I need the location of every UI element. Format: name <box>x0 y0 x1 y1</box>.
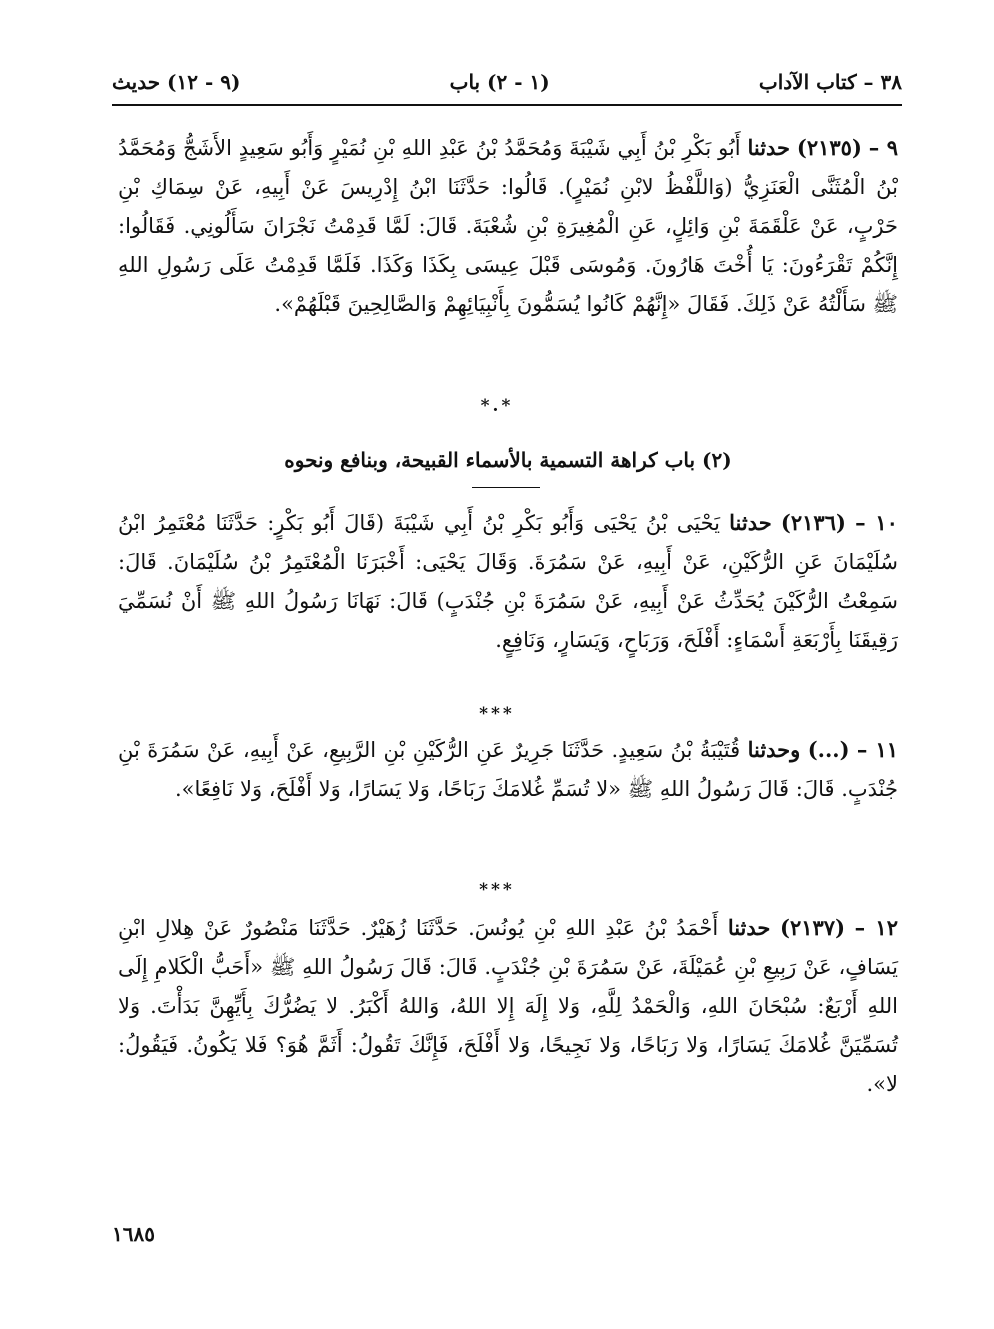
hadathana-word: حدثنا <box>729 510 772 535</box>
hadith-number: ١٠ – <box>855 510 898 535</box>
section-separator: *** <box>479 880 515 900</box>
chapter-heading: (٢) باب كراهة التسمية بالأسماء القبيحة، وبنافع ونحوه <box>284 448 732 472</box>
page-number: ١٦٨٥ <box>112 1222 155 1246</box>
header-book-title: ٣٨ – كتاب الآداب <box>758 70 902 94</box>
header-hadith-range: (٩ - ١٢) حديث <box>112 70 241 94</box>
hadith-number: ٩ – <box>868 135 898 160</box>
hadith-12 <box>118 908 898 1104</box>
hadith-paragraph <box>118 128 898 324</box>
hadith-text: أَبُو بَكْرِ بْنُ أَبِي شَيْبَةَ وَمُحَمَّدُ بْنُ عَبْدِ اللهِ بْنِ نُمَيْرٍ وَأَبُو سَعِيدٍ الأَشَجُّ وَمُحَمَّدُ بْنُ الْمُثَنَّى الْعَنَزِيُّ (وَاللَّفْظُ لابْنِ نُمَيْرٍ). قَالُوا: حَدَّثَنَا ابْنُ إِدْرِيسَ عَنْ أَبِيهِ، عَنْ سِمَاكِ بْنِ حَرْبٍ، عَنْ عَلْقَمَةَ بْنِ وَائِلٍ، عَنِ الْمُغِيرَةِ بْنِ شُعْبَةَ. قَالَ: لَمَّا قَدِمْتُ نَجْرَانَ سَأَلُونِي. فَقَالُوا: إِنَّكُمْ تَقْرَءُونَ: يَا أُخْتَ هَارُونَ. وَمُوسَى قَبْلَ عِيسَى بِكَذَا وَكَذَا. فَلَمَّا قَدِمْتُ عَلَى رَسُولِ اللهِ ﷺ سَأَلْتُهُ عَنْ ذَلِكَ. فَقَالَ «إِنَّهُمْ كَانُوا يُسَمُّونَ بِأَنْبِيَائِهِمْ وَالصَّالِحِينَ قَبْلَهُمْ». <box>118 136 898 316</box>
hadathana-word: وحدثنا <box>747 737 801 762</box>
hadith-reference: (٢١٣٥) <box>796 135 862 160</box>
hadith-text: يَحْيَى بْنُ يَحْيَى وَأَبُو بَكْرِ بْنُ أَبِي شَيْبَةَ (قَالَ أَبُو بَكْرٍ: حَدَّثَنَا مُعْتَمِرُ ابْنُ سُلَيْمَانَ عَنِ الرُّكَيْنِ، عَنْ أَبِيهِ، عَنْ سَمُرَةَ. وَقَالَ يَحْيَى: أَخْبَرَنَا الْمُعْتَمِرُ بْنُ سُلَيْمَانَ. قَالَ: سَمِعْتُ الرُّكَيْنَ يُحَدِّثُ عَنْ أَبِيهِ، عَنْ سَمُرَةَ بْنِ جُنْدَبٍ) قَالَ: نَهَانَا رَسُولُ اللهِ ﷺ أَنْ نُسَمِّيَ رَقِيقَنَا بِأَرْبَعَةِ أَسْمَاءٍ: أَفْلَحَ، وَرَبَاحٍ، وَيَسَارٍ، وَنَافِعٍ. <box>118 511 898 652</box>
hadith-text: قُتَيْبَةُ بْنُ سَعِيدٍ. حَدَّثَنَا جَرِيرٌ عَنِ الرُّكَيْنِ بْنِ الرَّبِيعِ، عَنْ أَبِيهِ، عَنْ سَمُرَةَ بْنِ جُنْدَبٍ. قَالَ: قَالَ رَسُولُ اللهِ ﷺ «لا تُسَمِّ غُلامَكَ رَبَاحًا، وَلا يَسَارًا، وَلا أَفْلَحَ، وَلا نَافِعًا». <box>118 738 898 801</box>
hadith-number: ١١ – <box>856 737 898 762</box>
section-separator: *** <box>479 704 515 724</box>
hadith-paragraph <box>118 908 898 1104</box>
header-divider <box>112 104 902 106</box>
section-separator: *.* <box>480 396 514 416</box>
hadathana-word: حدثنا <box>747 135 791 160</box>
hadith-text: أَحْمَدُ بْنُ عَبْدِ اللهِ بْنِ يُونُسَ. حَدَّثَنَا زُهَيْرٌ. حَدَّثَنَا مَنْصُورٌ عَنْ هِلالِ ابْنِ يَسَافٍ، عَنْ رَبِيعِ بْنِ عُمَيْلَةَ، عَنْ سَمُرَةَ بْنِ جُنْدَبٍ. قَالَ: قَالَ رَسُولُ اللهِ ﷺ «أَحَبُّ الْكَلامِ إِلَى اللهِ أَرْبَعٌ: سُبْحَانَ اللهِ، وَالْحَمْدُ لِلَّهِ، وَلا إِلَهَ إِلا اللهُ، وَاللهُ أَكْبَرُ. لا يَضُرُّكَ بِأَيِّهِنَّ بَدَأْتَ. وَلا تُسَمِّيَنَّ غُلامَكَ يَسَارًا، وَلا رَبَاحًا، وَلا نَجِيحًا، وَلا أَفْلَحَ، فَإِنَّكَ تَقُولُ: أَثَمَّ هُوَ؟ فَلا يَكُونُ. فَيَقُولُ: لا». <box>118 916 898 1096</box>
hadith-reference: (...) <box>807 737 850 762</box>
header-chapter-range: (١ - ٢) باب <box>449 70 550 94</box>
hadith-9 <box>118 128 898 324</box>
hadith-paragraph <box>118 730 898 809</box>
hadith-reference: (٢١٣٦) <box>780 510 846 535</box>
chapter-underline <box>472 487 540 488</box>
hadith-number: ١٢ – <box>854 915 898 940</box>
hadith-reference: (٢١٣٧) <box>780 915 846 940</box>
hadith-11 <box>118 730 898 809</box>
hadith-paragraph <box>118 503 898 660</box>
running-header <box>112 62 902 102</box>
hadith-10 <box>118 503 898 660</box>
hadathana-word: حدثنا <box>727 915 771 940</box>
